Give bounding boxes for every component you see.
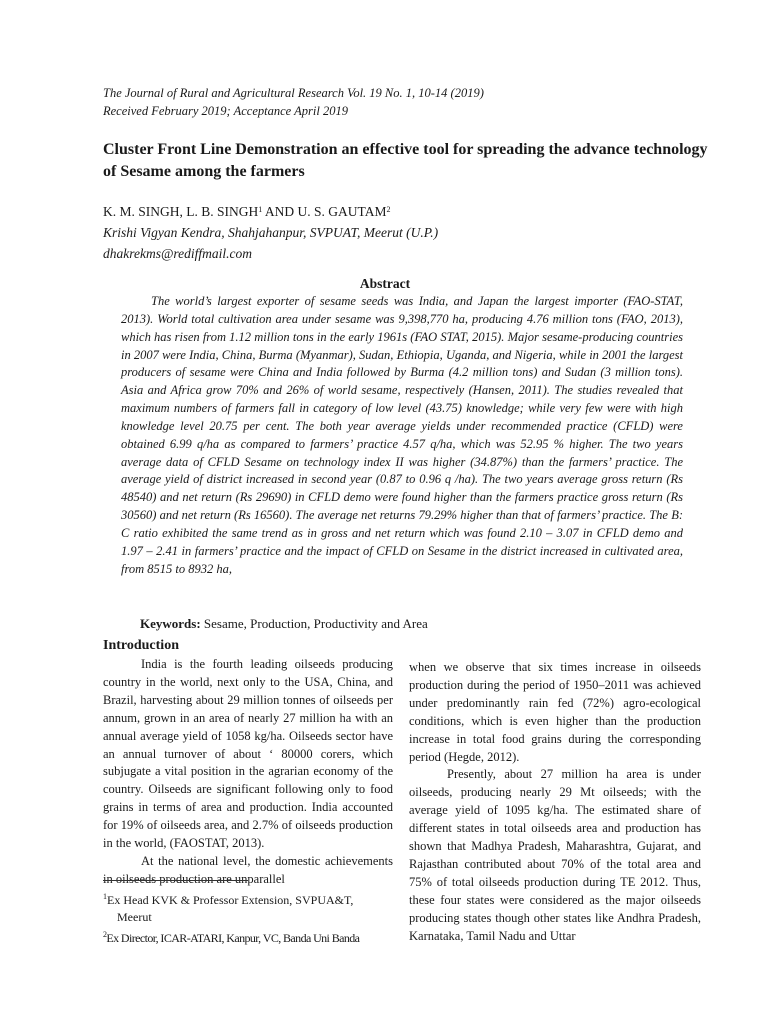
journal-header xyxy=(103,84,703,120)
author-sup-1: 1 xyxy=(258,205,263,214)
abstract-heading: Abstract xyxy=(359,276,411,291)
keywords xyxy=(140,615,700,633)
journal-citation: The Journal of Rural and Agricultural Research Vol. 19 No. 1, 10-14 (2019) xyxy=(103,86,484,100)
author-block xyxy=(103,201,703,264)
intro-paragraph-1: India is the fourth leading oilseeds producing country in the world, next only to the USA, China, and Brazil, harvesting about 29 million tonnes of oilseeds per annum, grown in an area of nearly 27 million ha with an annual average yield of 1058 kg/ha. Oilseeds sector have an annual turnover of about ‘ 80000 corers, which subjugate a vital position in the agrarian economy of the country. Oilseeds are significant following only to food grains in terms of area and production. India accounted for 19% of oilseeds area, and 2.7% of oilseeds production in the world, (FAOSTAT, 2013). xyxy=(103,657,393,851)
keywords-text: Sesame, Production, Productivity and Area xyxy=(200,616,428,631)
footnote-1-text: Ex Head KVK & Professor Extension, SVPUA&T, xyxy=(107,893,354,907)
introduction-heading: Introduction xyxy=(103,638,179,653)
author-names-part2: AND U. S. GAUTAM xyxy=(262,204,387,219)
footnote-2 xyxy=(103,926,395,947)
author-affiliation: Krishi Vigyan Kendra, Shahjahanpur, SVPUAT, Meerut (U.P.) xyxy=(103,225,439,240)
abstract-body xyxy=(121,293,683,579)
right-column xyxy=(409,659,701,946)
author-email: dhakrekms@rediffmail.com xyxy=(103,246,253,261)
received-dates: Received February 2019; Acceptance April 2019 xyxy=(103,104,348,118)
footnote-1-mark: 1 xyxy=(103,892,107,901)
footnote-1-continuation: Meerut xyxy=(117,910,152,924)
intro-paragraph-3: when we observe that six times increase in oilseeds production during the period of 1950–2011 was achieved under predominantly rain fed (72%) agro-ecological conditions, which is even higher than the production increase in total food grains during the corresponding period (Hegde, 2012). xyxy=(409,660,701,764)
footnote-1 xyxy=(103,888,395,909)
intro-paragraph-4: Presently, about 27 million ha area is under oilseeds, producing nearly 29 Mt oilseeds; with the average yield of 1095 kg/ha. The estimated share of different states in total oilseeds area and production has shown that Madhya Pradesh, Maharashtra, Gujarat, and Rajasthan contributed about 70% of the total area and 75% of total oilseeds production during TE 2012. Thus, these four states were considered as the major oilseeds producing states though other states like Andhra Pradesh, Karnataka, Tamil Nadu and Uttar xyxy=(409,767,701,943)
paper-title: Cluster Front Line Demonstration an effective tool for spreading the advance technology of Sesame among the farmers xyxy=(103,141,708,180)
intro-paragraph-2: At the national level, the domestic achievements in oilseeds production are unparallel xyxy=(103,853,393,886)
footnote-2-text: Ex Director, ICAR-ATARI, Kanpur, VC, Banda Uni Banda xyxy=(106,931,360,945)
author-names-part1: K. M. SINGH, L. B. SINGH xyxy=(103,204,259,219)
author-names xyxy=(103,201,703,222)
keywords-label: Keywords: xyxy=(140,616,201,631)
footnotes xyxy=(103,888,395,947)
author-sup-2: 2 xyxy=(386,205,391,214)
footnote-2-mark: 2 xyxy=(103,930,107,939)
footnote-rule xyxy=(103,880,248,881)
left-column xyxy=(103,656,393,889)
abstract-text: The world’s largest exporter of sesame seeds was India, and Japan the largest importer (FAO-STAT, 2013). World total cultivation area under sesame was 9,398,770 ha, producing 4.76 million tons (FAO, 2013), which has risen from 1.12 million tons in the early 1961s (FAO STAT, 2015). Major sesame-producing countries in 2007 were India, China, Burma (Myanmar), Sudan, Ethiopia, Uganda, and Nigeria, while in 2001 the largest producers of sesame were China and India followed by Burma (4.2 million tons) and Sudan (3 million tons). Asia and Africa grow 70% and 26% of world sesame, respectively (Hansen, 2011). The studies revealed that maximum numbers of farmers fall in category of low level (43.75) knowledge; while very few were with high knowledge level 20.75 per cent. The both year average yields under recommended practice (CFLD) were obtained 6.99 q/ha as compared to farmers’ practice 4.57 q/ha, which was 52.95 % higher. The two years average data of CFLD Sesame on technology index II was higher (34.87%) than the farmers’ practice. The average yield of district increased in second year (0.87 to 0.96 q /ha). The two years average gross return (Rs 48540) and net return (Rs 29690) in CFLD demo were found higher than the farmers practice gross return (Rs 30560) and net return (Rs 16560). The average net returns 79.29% higher than that of farmers’ practice. The B: C ratio exhibited the same trend as in gross and net return which was found 2.10 – 3.07 in CFLD demo and 1.97 – 2.41 in farmers’ practice and the impact of CFLD on Sesame in the district increased in cultivated area, from 8515 to 8932 ha, xyxy=(121,294,683,576)
